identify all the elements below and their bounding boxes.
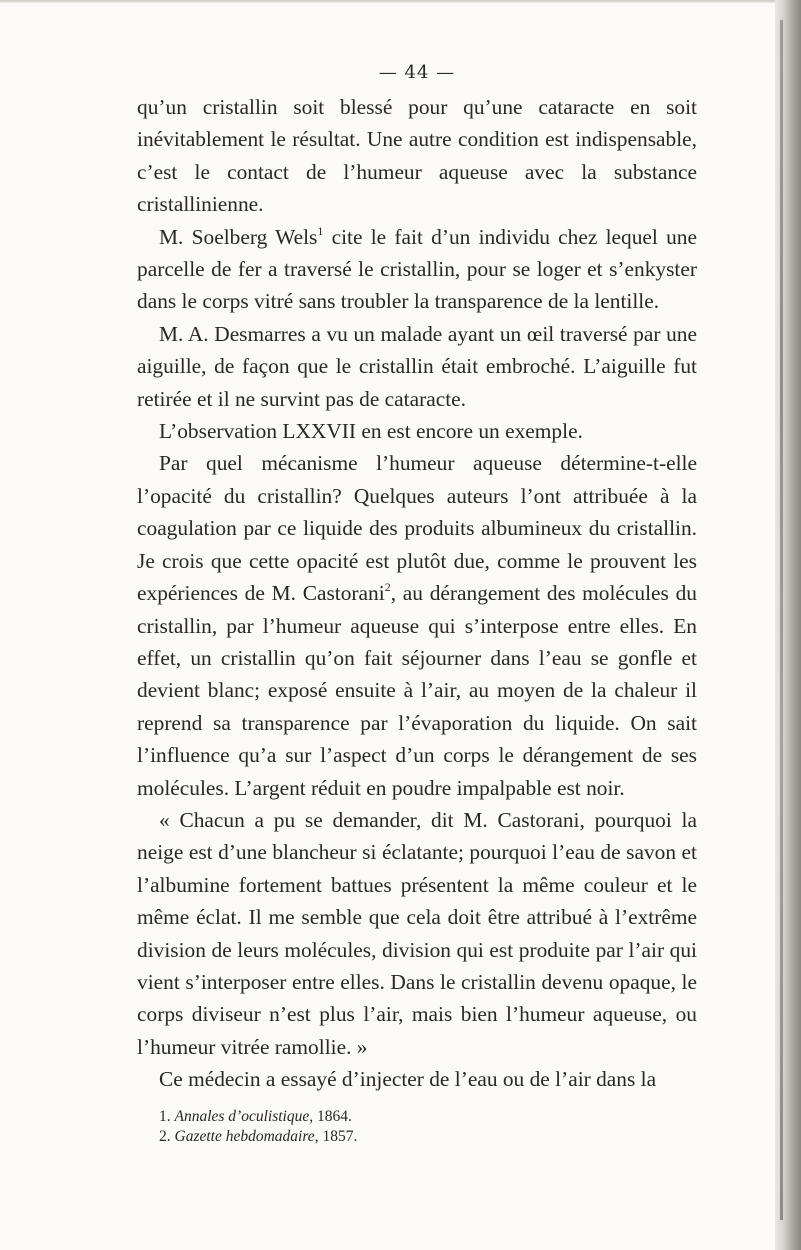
page-number: — 44 —	[378, 62, 456, 83]
footnote-2-work: Gazette hebdomadaire	[174, 1127, 315, 1145]
footnote-1-year: , 1864.	[309, 1107, 352, 1125]
paragraph-2	[137, 221, 697, 318]
paragraph-2-text: M. Soelberg Wels$^1$ cite le fait d’un individu chez lequel une parcelle de fer a traversé le cristallin, pour se loger et s’enkyster dans le corps vitré sans troubler la transparence de la lentille.	[137, 223, 697, 314]
footnote-ref-2: 2	[384, 580, 391, 595]
footnote-1-number: 1.	[159, 1107, 171, 1125]
paragraph-4: L’observation LXXVII en est encore un exemple.	[159, 419, 583, 444]
footnote-ref-1: 1	[317, 223, 324, 238]
footnote-2-number: 2.	[159, 1127, 171, 1145]
footnote-2	[159, 1127, 697, 1147]
book-page	[137, 62, 697, 1147]
footnote-2-year: , 1857.	[314, 1127, 358, 1145]
paragraph-1: qu’un cristallin soit blessé pour qu’une cataracte en soit inévitablement le résultat. Une autre condition est indispensable, c’est le contact de l’humeur aqueuse avec la substance cristallinienne.	[137, 95, 697, 217]
paragraph-6: « Chacun a pu se demander, dit M. Castorani, pourquoi la neige est d’une blancheur si éclatante; pourquoi l’eau de savon et l’albumine fortement battues présentent la même couleur et le même éclat. Il me semble que cela doit être attribué à l’extrême division de leurs molécules, division qui est produite par l’air qui vient s’interposer entre elles. Dans le cristallin devenu opaque, le corps diviseur n’est plus l’air, mais bien l’humeur aqueuse, ou l’humeur vitrée ramollie. »	[137, 807, 697, 1059]
binding-shadow	[780, 20, 783, 1220]
footnote-1-work: Annales d’oculistique	[174, 1107, 310, 1125]
page-top-edge	[0, 0, 801, 3]
paragraph-5	[137, 447, 697, 803]
book-binding-edge	[775, 0, 801, 1250]
body-text	[137, 91, 697, 1096]
paragraph-7: Ce médecin a essayé d’injecter de l’eau ou de l’air dans la	[159, 1067, 657, 1092]
footnotes	[137, 1107, 697, 1147]
paragraph-5-text: Par quel mécanisme l’humeur aqueuse détermine-t-elle l’opacité du cristallin? Quelques auteurs l’ont attribuée à la coagulation par ce liquide des produits albumineux du cristallin. Je crois que cette opacité est plutôt due, comme le prouvent les expériences de M. Castorani$^2$, au dérangement des molécules du cristallin, par l’humeur aqueuse qui s’interpose entre elles. En effet, un cristallin qu’on fait séjourner dans l’eau se gonfle et devient blanc; exposé ensuite à l’air, au moyen de la chaleur il reprend sa transparence par l’évaporation du liquide. On sait l’influence qu’a sur l’aspect d’un corps le dérangement de ses molécules. L’argent réduit en poudre impalpable est noir.	[137, 451, 698, 800]
footnote-1	[159, 1107, 697, 1127]
paragraph-3: M. A. Desmarres a vu un malade ayant un œil traversé par une aiguille, de façon que le cristallin était embroché. L’aiguille fut retirée et il ne survint pas de cataracte.	[137, 321, 697, 411]
